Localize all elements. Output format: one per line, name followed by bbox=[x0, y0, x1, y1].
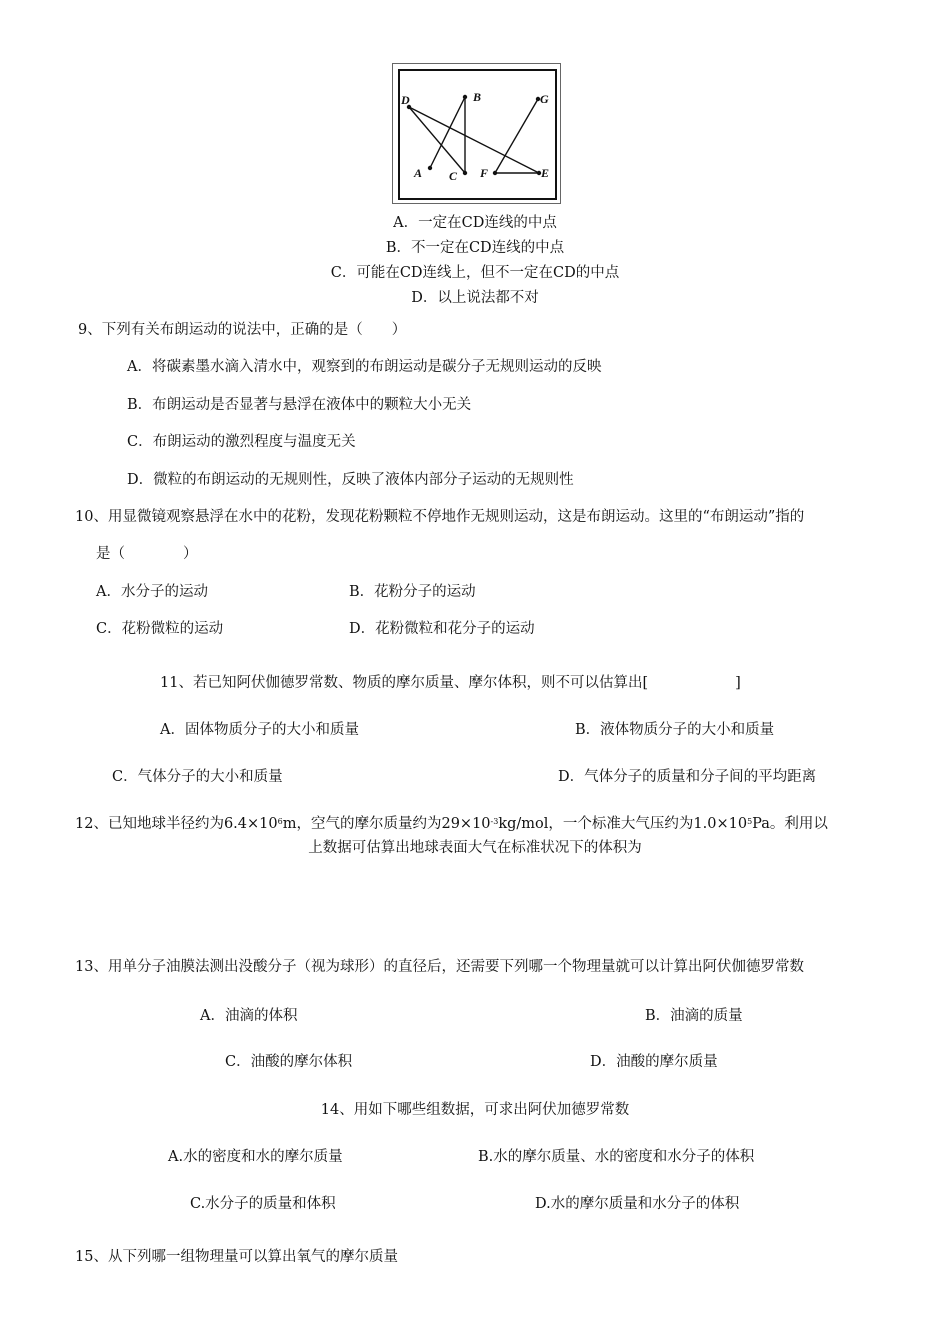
label-a: A bbox=[414, 166, 423, 180]
q8-option-d: D．以上说法都不对 bbox=[411, 290, 539, 306]
q14-option-d: D.水的摩尔质量和水分子的体积 bbox=[535, 1196, 740, 1212]
q11-option-a: A．固体物质分子的大小和质量 bbox=[160, 722, 359, 738]
q13-option-a: A．油滴的体积 bbox=[200, 1008, 298, 1024]
q9-option-a: A．将碳素墨水滴入清水中，观察到的布朗运动是碳分子无规则运动的反映 bbox=[127, 359, 602, 375]
point-a bbox=[428, 166, 432, 170]
point-c bbox=[463, 171, 467, 175]
q8-option-b: B．不一定在CD连线的中点 bbox=[385, 240, 565, 256]
q13-stem: 13、用单分子油膜法测出没酸分子（视为球形）的直径后，还需要下列哪一个物理量就可以计算出阿伏伽德罗常数 bbox=[75, 959, 804, 975]
q13-option-d: D．油酸的摩尔质量 bbox=[590, 1054, 718, 1070]
q8-option-c: C．可能在CD连线上，但不一定在CD的中点 bbox=[330, 265, 620, 281]
q11-stem: 11、若已知阿伏伽德罗常数、物质的摩尔质量、摩尔体积，则不可以估算出[ ] bbox=[160, 675, 741, 691]
q10-option-c: C．花粉微粒的运动 bbox=[96, 621, 224, 637]
q9-option-b: B．布朗运动是否显著与悬浮在液体中的颗粒大小无关 bbox=[127, 397, 472, 413]
q12-stem-line1 bbox=[75, 812, 828, 833]
line-d-c bbox=[409, 107, 465, 173]
q8-option-a: A．一定在CD连线的中点 bbox=[393, 215, 557, 231]
point-f bbox=[493, 171, 497, 175]
q10-stem-line2: 是（ ） bbox=[96, 546, 198, 562]
line-d-e bbox=[409, 107, 539, 173]
q12-part1: 12、已知地球半径约为6.4×10 bbox=[75, 816, 278, 832]
q10-option-a: A．水分子的运动 bbox=[96, 584, 208, 600]
label-c: C bbox=[449, 169, 458, 183]
q15-stem: 15、从下列哪一组物理量可以算出氧气的摩尔质量 bbox=[75, 1249, 398, 1265]
q11-option-c: C．气体分子的大小和质量 bbox=[112, 769, 283, 785]
q12-part3: kg/mol，一个标准大气压约为1.0×10 bbox=[498, 816, 748, 832]
q14-option-a: A.水的密度和水的摩尔质量 bbox=[168, 1149, 343, 1165]
q14-stem: 14、用如下哪些组数据，可求出阿伏加德罗常数 bbox=[320, 1102, 630, 1118]
label-e: E bbox=[541, 166, 550, 180]
q9-option-d: D．微粒的布朗运动的无规则性，反映了液体内部分子运动的无规则性 bbox=[127, 472, 574, 488]
q12-exponent-2: -3 bbox=[490, 817, 499, 826]
q9-option-c: C．布朗运动的激烈程度与温度无关 bbox=[127, 434, 356, 450]
q13-option-c: C．油酸的摩尔体积 bbox=[225, 1054, 353, 1070]
point-b bbox=[463, 95, 467, 99]
q9-stem: 9、下列有关布朗运动的说法中，正确的是（ ） bbox=[78, 322, 407, 338]
q11-option-d: D．气体分子的质量和分子间的平均距离 bbox=[558, 769, 817, 785]
label-f: F bbox=[480, 166, 489, 180]
label-d: D bbox=[401, 93, 410, 107]
q12-part4: Pa。利用以 bbox=[752, 816, 828, 832]
q14-option-b: B.水的摩尔质量、水的密度和水分子的体积 bbox=[478, 1149, 755, 1165]
label-g: G bbox=[540, 92, 549, 106]
trajectory-diagram bbox=[393, 64, 560, 203]
q12-exponent-1: 6 bbox=[277, 817, 283, 826]
q10-stem-line1: 10、用显微镜观察悬浮在水中的花粉，发现花粉颗粒不停地作无规则运动，这是布朗运动。这里的“布朗运动”指的 bbox=[75, 509, 805, 525]
q13-option-b: B．油滴的质量 bbox=[645, 1008, 743, 1024]
label-b: B bbox=[473, 90, 482, 104]
q12-stem-line2: 上数据可估算出地球表面大气在标准状况下的体积为 bbox=[308, 840, 642, 856]
q10-option-b: B．花粉分子的运动 bbox=[349, 584, 476, 600]
q14-option-c: C.水分子的质量和体积 bbox=[190, 1196, 336, 1212]
q12-part2: m，空气的摩尔质量约为29×10 bbox=[282, 816, 491, 832]
q10-option-d: D．花粉微粒和花分子的运动 bbox=[349, 621, 535, 637]
q12-exponent-3: 5 bbox=[747, 817, 753, 826]
trajectory-figure bbox=[392, 63, 561, 204]
q11-option-b: B．液体物质分子的大小和质量 bbox=[575, 722, 775, 738]
